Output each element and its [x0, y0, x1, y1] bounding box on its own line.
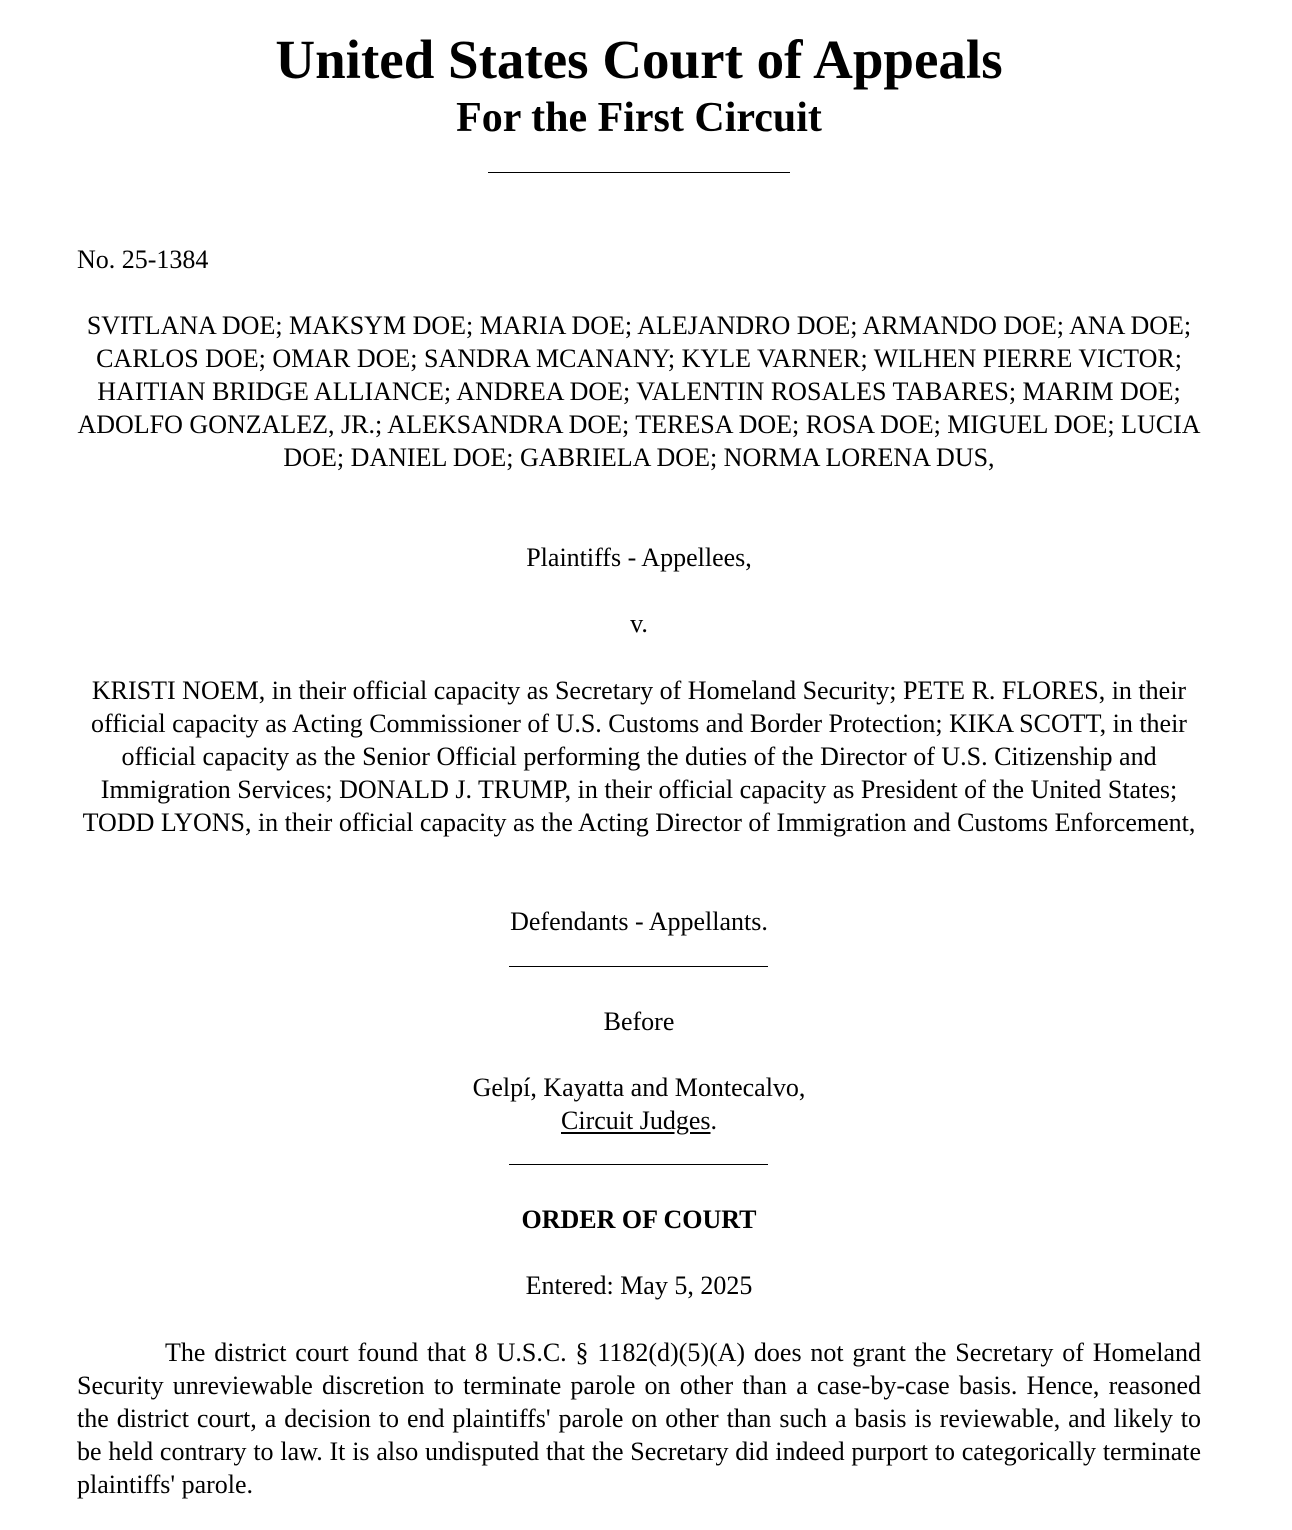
judges-title-line — [77, 1104, 1201, 1137]
court-title: United States Court of Appeals — [275, 29, 1003, 90]
order-heading: ORDER OF COURT — [521, 1205, 757, 1234]
circuit-subtitle: For the First Circuit — [456, 95, 822, 141]
caption-divider — [509, 966, 768, 967]
panel-divider — [509, 1164, 768, 1165]
panel-judges: Gelpí, Kayatta and Montecalvo, — [472, 1073, 806, 1102]
plaintiffs-role: Plaintiffs - Appellees, — [526, 543, 752, 572]
entered-date: Entered: May 5, 2025 — [525, 1271, 753, 1300]
before-label: Before — [603, 1007, 675, 1036]
order-paragraph: The district court found that 8 U.S.C. § 1182(d)(5)(A) does not grant the Secretary of Homeland Security unreviewable discretion to terminate parole on other than a case-by-case basis. Hence, reasoned the district court, a decision to end plaintiffs' parole on other than such a basis is reviewable, and likely to be held contrary to law. It is also undisputed that the Secretary did indeed purport to categorically terminate plaintiffs' parole. — [77, 1338, 1201, 1499]
defendants-role: Defendants - Appellants. — [510, 907, 768, 936]
judges-title: Circuit Judges — [561, 1106, 711, 1135]
header-divider — [488, 172, 790, 173]
case-number: No. 25-1384 — [77, 245, 209, 274]
plaintiffs-list: SVITLANA DOE; MAKSYM DOE; MARIA DOE; ALEJANDRO DOE; ARMANDO DOE; ANA DOE; CARLOS DOE; OMAR DOE; SANDRA MCANANY; KYLE VARNER; WILHEN PIERRE VICTOR; HAITIAN BRIDGE ALLIANCE; ANDREA DOE; VALENTIN ROSALES TABARES; MARIM DOE; ADOLFO GONZALEZ, JR.; ALEKSANDRA DOE; TERESA DOE; ROSA DOE; MIGUEL DOE; LUCIA DOE; DANIEL DOE; GABRIELA DOE; NORMA LORENA DUS, — [77, 311, 1201, 472]
versus-label: v. — [630, 609, 648, 638]
defendants-list: KRISTI NOEM, in their official capacity as Secretary of Homeland Security; PETE R. FLORES, in their official capacity as Acting Commissioner of U.S. Customs and Border Protection; KIKA SCOTT, in their official capacity as the Senior Official performing the duties of the Director of U.S. Citizenship and Immigration Services; DONALD J. TRUMP, in their official capacity as President of the United States; TODD LYONS, in their official capacity as the Acting Director of Immigration and Customs Enforcement, — [82, 676, 1196, 837]
judges-title-period: . — [710, 1106, 717, 1135]
